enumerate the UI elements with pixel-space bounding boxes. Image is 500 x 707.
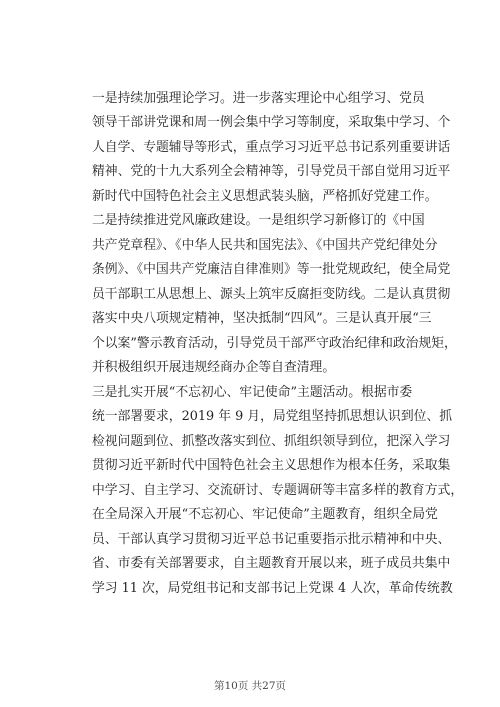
body-line: 员、干部认真学习贯彻习近平总书记重要指示批示精神和中央、 — [92, 532, 451, 547]
body-line: 个以案”警示教育活动，引导党员干部严守政治纪律和政治规矩， — [92, 336, 457, 351]
body-line: 在全局深入开展“不忘初心、牢记使命”主题教育，组织全局党 — [92, 507, 438, 522]
body-line: 学习 11 次，局党组书记和支部书记上党课 4 人次，革命传统教 — [92, 581, 453, 596]
body-line: 贯彻习近平新时代中国特色社会主义思想作为根本任务，采取集 — [92, 458, 451, 473]
body-line: 一是持续加强理论学习。进一步落实理论中心组学习、党员 — [92, 91, 425, 106]
body-line: 省、市委有关部署要求，自主题教育开展以来，班子成员共集中 — [92, 556, 451, 571]
body-line: 员干部职工从思想上、源头上筑牢反腐拒变防线。二是认真贯彻 — [92, 287, 451, 302]
body-line: 条例》、《中国共产党廉洁自律准则》等一批党规政纪，使全局党 — [92, 262, 451, 277]
body-line: 并积极组织开展违规经商办企等自查清理。 — [92, 360, 336, 375]
body-line: 检视问题到位、抓整改落实到位、抓组织领导到位，把深入学习 — [92, 434, 451, 449]
body-line: 领导干部讲党课和周一例会集中学习等制度，采取集中学习、个 — [92, 115, 451, 130]
body-line: 新时代中国特色社会主义思想武装头脑，严格抓好党建工作。 — [92, 189, 438, 204]
body-line: 中学习、自主学习、交流研讨、专题调研等丰富多样的教育方式， — [92, 483, 464, 498]
body-line: 人自学、专题辅导等形式，重点学习习近平总书记系列重要讲话 — [92, 140, 451, 155]
body-line: 二是持续推进党风廉政建设。一是组织学习新修订的《中国 — [92, 213, 425, 228]
body-line: 统一部署要求，2019 年 9 月，局党组坚持抓思想认识到位、抓 — [92, 409, 453, 424]
body-line: 精神、党的十九大系列全会精神等，引导党员干部自觉用习近平 — [92, 164, 451, 179]
page-number-footer: 第10页 共27页 — [213, 680, 287, 692]
body-line: 落实中央八项规定精神，坚决抵制“四风”。三是认真开展“三 — [92, 311, 432, 326]
body-line: 三是扎实开展“不忘初心、牢记使命”主题活动。根据市委 — [92, 385, 413, 400]
body-line: 共产党章程》、《中华人民共和国宪法》、《中国共产党纪律处分 — [92, 238, 438, 253]
